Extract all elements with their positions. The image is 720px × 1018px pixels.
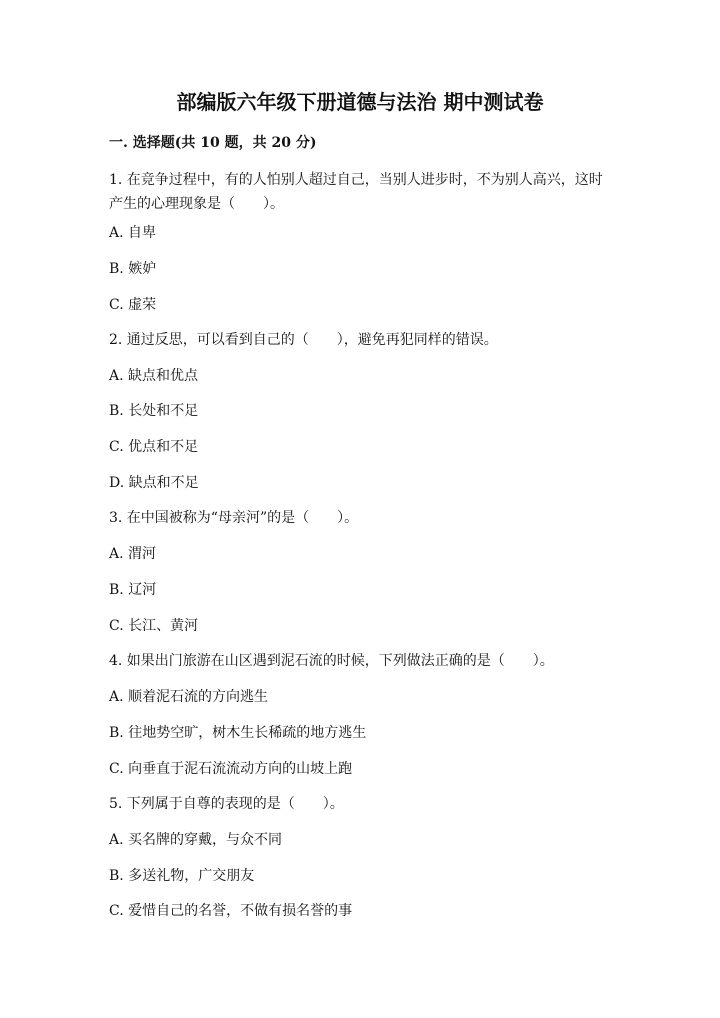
question-4-option-a: A. 顺着泥石流的方向逃生 (109, 689, 269, 705)
question-4-stem: 4. 如果出门旅游在山区遇到泥石流的时候，下列做法正确的是（ ）。 (109, 653, 554, 669)
question-5-option-c: C. 爱惜自己的名誉，不做有损名誉的事 (109, 903, 353, 919)
question-3-option-a: A. 渭河 (109, 546, 157, 562)
question-1-option-a: A. 自卑 (109, 225, 157, 241)
question-3-option-c: C. 长江、黄河 (109, 618, 199, 634)
question-5-option-b: B. 多送礼物，广交朋友 (109, 868, 255, 884)
question-1-stem: 1. 在竞争过程中，有的人怕别人超过自己，当别人进步时，不为别人高兴，这时产生的心理现象是（ ）。 (109, 172, 603, 212)
question-2-stem: 2. 通过反思，可以看到自己的（ ），避免再犯同样的错误。 (109, 332, 498, 348)
question-4-option-c: C. 向垂直于泥石流流动方向的山坡上跑 (109, 761, 353, 777)
question-1-option-c: C. 虚荣 (109, 297, 157, 313)
question-3-option-b: B. 辽河 (109, 582, 157, 598)
section-heading: 一. 选择题(共 10 题，共 20 分) (109, 135, 317, 151)
page-title: 部编版六年级下册道德与法治 期中测试卷 (176, 90, 544, 114)
question-2-option-c: C. 优点和不足 (109, 439, 199, 455)
question-2-option-a: A. 缺点和优点 (109, 368, 199, 384)
question-2-option-b: B. 长处和不足 (109, 403, 199, 419)
question-1-option-b: B. 嫉妒 (109, 261, 157, 277)
question-3-stem: 3. 在中国被称为“母亲河”的是（ ）。 (109, 510, 359, 526)
question-4-option-b: B. 往地势空旷，树木生长稀疏的地方逃生 (109, 725, 367, 741)
question-2-option-d: D. 缺点和不足 (109, 475, 199, 491)
question-5-option-a: A. 买名牌的穿戴，与众不同 (109, 832, 283, 848)
question-5-stem: 5. 下列属于自尊的表现的是（ ）。 (109, 796, 344, 812)
